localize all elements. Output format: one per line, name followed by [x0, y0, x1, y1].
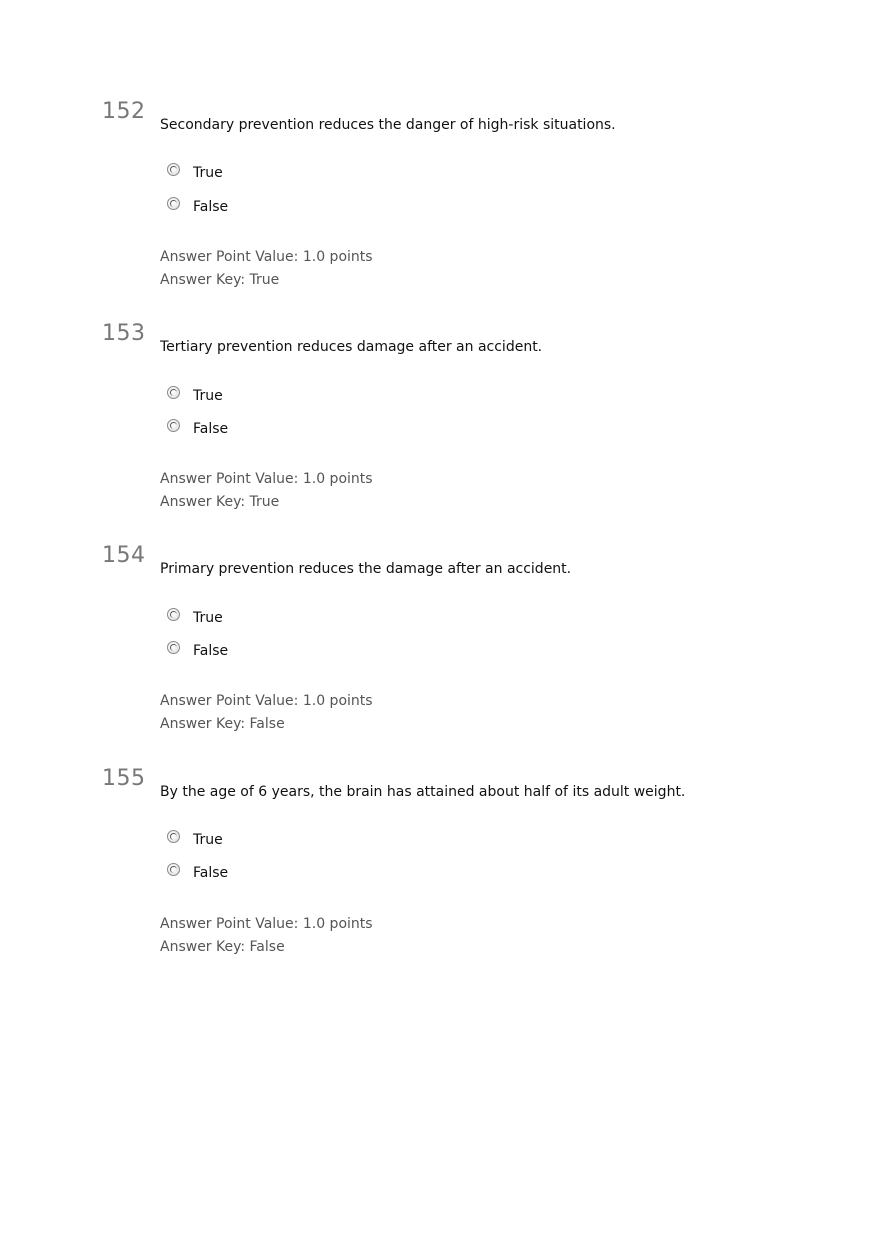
question-text: By the age of 6 years, the brain has attained about half of its adult weight.	[160, 784, 686, 800]
option-true[interactable]	[167, 386, 223, 406]
question-number: 153	[102, 321, 146, 346]
option-false[interactable]	[167, 197, 228, 217]
answer-point-value: Answer Point Value: 1.0 points	[160, 471, 373, 487]
option-label: False	[193, 199, 229, 215]
option-true[interactable]	[167, 608, 223, 628]
question-text: Primary prevention reduces the damage after an accident.	[160, 561, 572, 577]
question-number: 154	[102, 543, 146, 568]
answer-key: Answer Key: False	[160, 716, 285, 732]
radio-button-icon[interactable]	[167, 863, 180, 876]
question-153	[0, 321, 880, 531]
radio-button-icon[interactable]	[167, 197, 180, 210]
radio-button-icon[interactable]	[167, 386, 180, 399]
answer-key: Answer Key: False	[160, 939, 285, 955]
question-155	[0, 766, 880, 976]
answer-point-value: Answer Point Value: 1.0 points	[160, 249, 373, 265]
answer-key: Answer Key: True	[160, 272, 280, 288]
option-label: True	[193, 165, 223, 181]
radio-button-icon[interactable]	[167, 608, 180, 621]
option-label: True	[193, 388, 223, 404]
radio-button-icon[interactable]	[167, 830, 180, 843]
option-true[interactable]	[167, 830, 223, 850]
question-text: Secondary prevention reduces the danger of high-risk situations.	[160, 117, 616, 133]
question-152	[0, 99, 880, 309]
answer-point-value: Answer Point Value: 1.0 points	[160, 916, 373, 932]
answer-point-value: Answer Point Value: 1.0 points	[160, 693, 373, 709]
radio-button-icon[interactable]	[167, 163, 180, 176]
question-text: Tertiary prevention reduces damage after an accident.	[160, 339, 543, 355]
option-label: False	[193, 421, 229, 437]
option-true[interactable]	[167, 163, 223, 183]
option-false[interactable]	[167, 863, 228, 883]
option-label: True	[193, 610, 223, 626]
option-label: False	[193, 865, 229, 881]
question-number: 152	[102, 99, 146, 124]
option-label: False	[193, 643, 229, 659]
question-154	[0, 543, 880, 753]
option-label: True	[193, 832, 223, 848]
question-number: 155	[102, 766, 146, 791]
radio-button-icon[interactable]	[167, 419, 180, 432]
option-false[interactable]	[167, 419, 228, 439]
answer-key: Answer Key: True	[160, 494, 280, 510]
option-false[interactable]	[167, 641, 228, 661]
radio-button-icon[interactable]	[167, 641, 180, 654]
